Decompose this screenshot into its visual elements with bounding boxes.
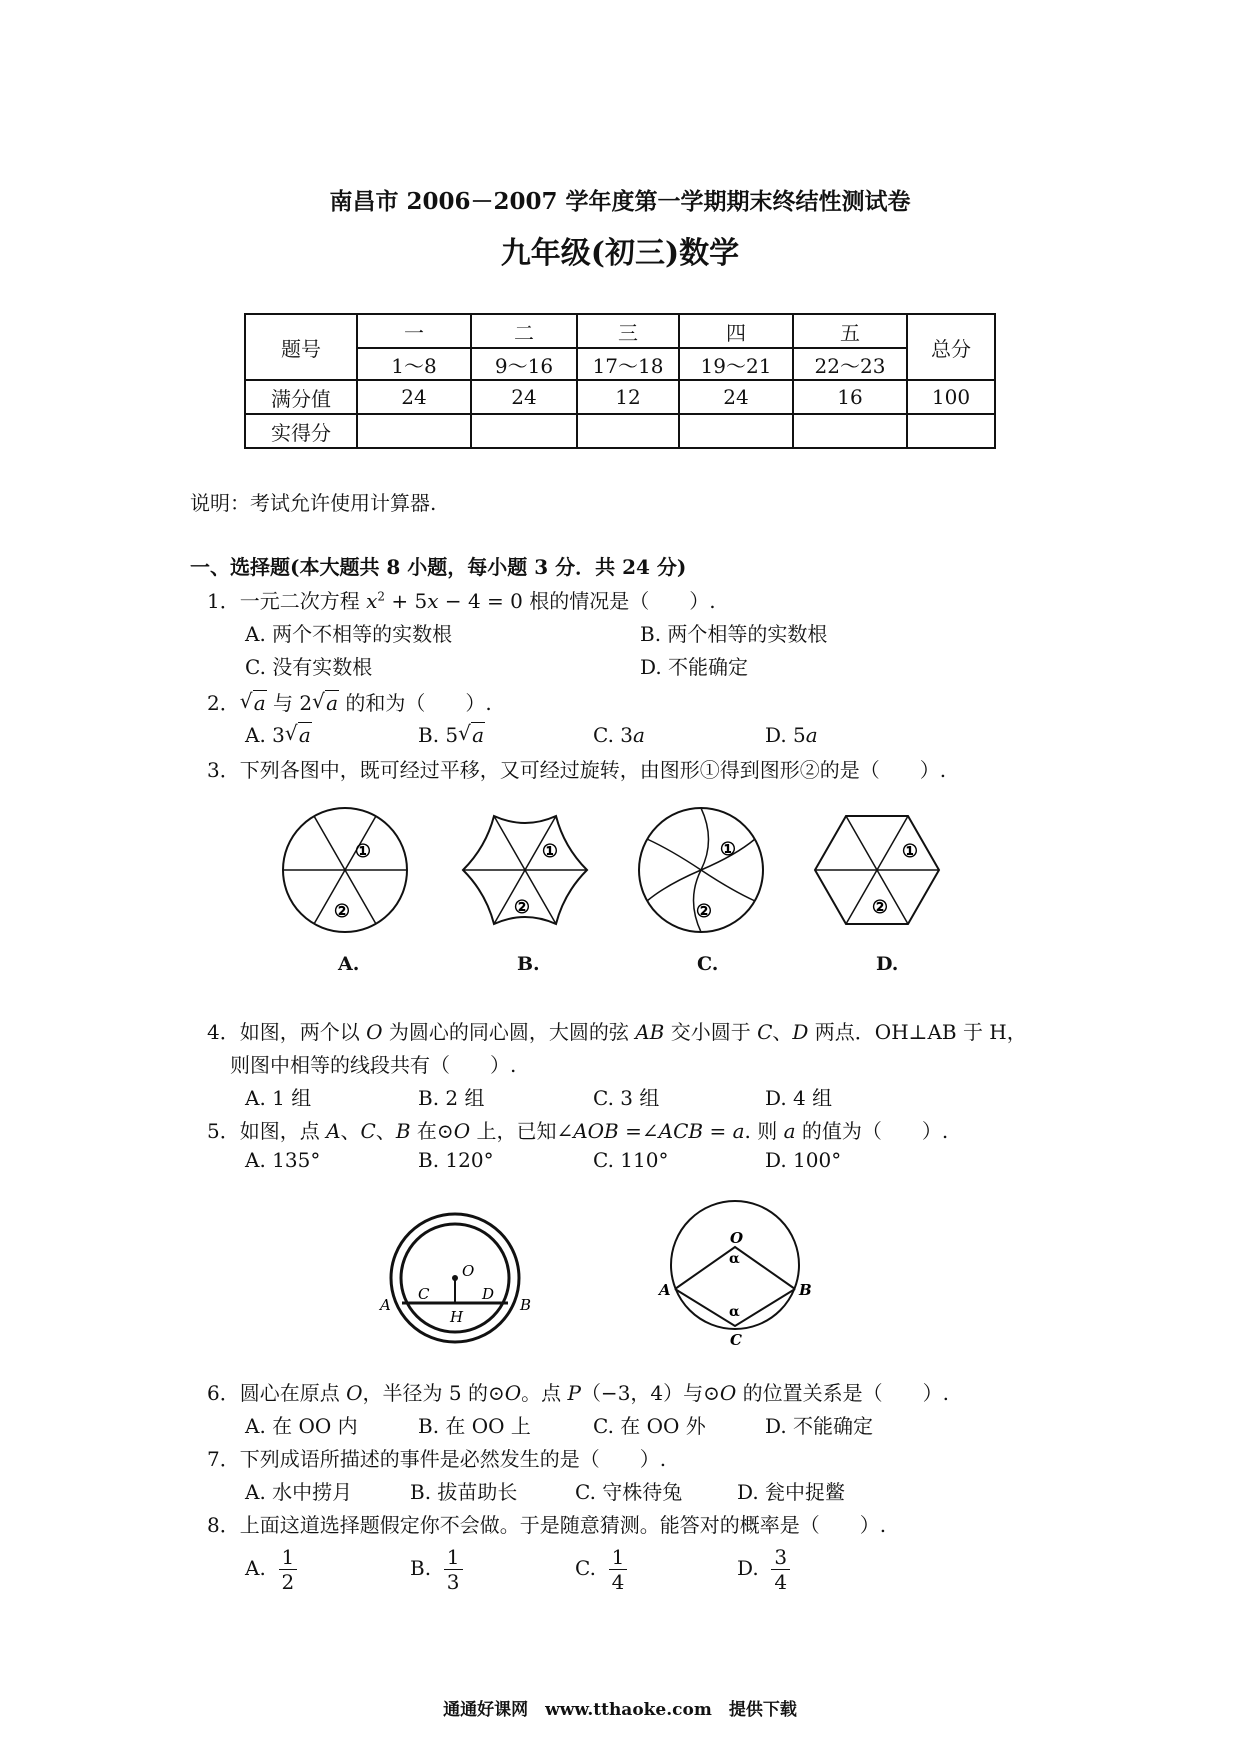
svg-text:H: H <box>450 1308 464 1326</box>
exam-subtitle: 九年级(初三)数学 <box>500 236 740 271</box>
option-a[interactable]: A. 3 √ a <box>245 721 311 747</box>
svg-text:α: α <box>729 1251 740 1267</box>
q5-figure <box>655 1185 815 1350</box>
table-row-label: 题号 <box>245 314 357 380</box>
figure-label-b: B. <box>517 953 540 975</box>
question-4: 4．如图，两个以 O 为圆心的同心圆，大圆的弦 AB 交小圆于 C、D 两点．OH⊥AB 于 H， <box>207 1020 1027 1044</box>
range-cell: 22～23 <box>793 348 907 380</box>
exam-note: 说明：考试允许使用计算器. <box>190 491 437 515</box>
section-header: 一 <box>357 314 471 348</box>
max-score-cell: 16 <box>793 380 907 414</box>
table-row-label: 实得分 <box>245 414 357 448</box>
svg-text:②: ② <box>695 901 713 922</box>
option-a[interactable]: A. 1 组 <box>245 1086 312 1110</box>
q3-figure-a[interactable] <box>280 805 410 935</box>
question-5: 5．如图，点 A、C、B 在⊙O 上，已知∠AOB =∠ACB = a. 则 a 的值为（ ）. <box>207 1119 949 1143</box>
option-b[interactable]: B. 拔苗助长 <box>410 1480 518 1504</box>
question-7: 7．下列成语所描述的事件是必然发生的是（ ）. <box>207 1447 667 1471</box>
svg-text:D: D <box>482 1285 495 1303</box>
option-d[interactable]: D. 不能确定 <box>640 655 749 679</box>
table-row-label: 满分值 <box>245 380 357 414</box>
option-b[interactable]: B. 2 组 <box>418 1086 485 1110</box>
max-score-cell: 12 <box>577 380 679 414</box>
figure-label-d: D. <box>876 953 899 975</box>
svg-text:②: ② <box>871 897 889 918</box>
figure-label-a: A. <box>338 953 360 975</box>
range-cell: 19～21 <box>679 348 793 380</box>
option-c[interactable]: C. 110° <box>593 1148 669 1172</box>
option-b[interactable]: B. $\frac{1}{3}$ <box>410 1545 463 1594</box>
option-c[interactable]: C. 在 OO 外 <box>593 1414 706 1438</box>
q4-figure <box>370 1210 540 1345</box>
total-header: 总分 <box>907 314 995 380</box>
section-header: 三 <box>577 314 679 348</box>
svg-text:②: ② <box>333 901 351 922</box>
option-c[interactable]: C. 守株待兔 <box>575 1480 683 1504</box>
exam-title: 南昌市 2006－2007 学年度第一学期期末终结性测试卷 <box>329 188 911 215</box>
score-input-cell[interactable] <box>793 414 907 448</box>
range-cell: 9～16 <box>471 348 577 380</box>
question-6: 6．圆心在原点 O，半径为 5 的⊙O。点 P（−3，4）与⊙O 的位置关系是（ ）. <box>207 1381 950 1405</box>
section-header: 五 <box>793 314 907 348</box>
option-d[interactable]: D. $\frac{3}{4}$ <box>737 1545 790 1594</box>
max-score-cell: 24 <box>679 380 793 414</box>
svg-text:O: O <box>462 1262 475 1280</box>
option-c[interactable]: C. 3a <box>593 723 645 747</box>
option-a[interactable]: A. 在 OO 内 <box>245 1414 358 1438</box>
option-a[interactable]: A. 两个不相等的实数根 <box>245 622 453 646</box>
score-input-cell[interactable] <box>907 414 995 448</box>
section-header: 二 <box>471 314 577 348</box>
option-c[interactable]: C. 3 组 <box>593 1086 660 1110</box>
svg-text:①: ① <box>901 841 919 862</box>
option-c[interactable]: C. 没有实数根 <box>245 655 373 679</box>
option-a[interactable]: A. $\frac{1}{2}$ <box>245 1545 297 1594</box>
question-3: 3．下列各图中，既可经过平移，又可经过旋转，由图形①得到图形②的是（ ）. <box>207 758 947 782</box>
option-d[interactable]: D. 不能确定 <box>765 1414 874 1438</box>
svg-text:①: ① <box>719 839 737 860</box>
score-input-cell[interactable] <box>577 414 679 448</box>
option-d[interactable]: D. 4 组 <box>765 1086 833 1110</box>
q3-figure-b[interactable] <box>460 805 590 935</box>
section-heading: 一、选择题(本大题共 8 小题，每小题 3 分．共 24 分) <box>190 555 687 579</box>
svg-text:B: B <box>520 1296 532 1314</box>
svg-text:C: C <box>730 1331 742 1349</box>
option-b[interactable]: B. 两个相等的实数根 <box>640 622 828 646</box>
footer-credit: 通通好课网 www.tthaoke.com 提供下载 <box>443 1700 797 1720</box>
q3-figure-c[interactable] <box>636 805 766 935</box>
svg-text:A: A <box>380 1296 391 1314</box>
range-cell: 1～8 <box>357 348 471 380</box>
option-b[interactable]: B. 120° <box>418 1148 494 1172</box>
question-4-line2: 则图中相等的线段共有（ ）. <box>230 1053 517 1077</box>
q3-figure-d[interactable] <box>812 805 942 935</box>
score-input-cell[interactable] <box>471 414 577 448</box>
option-d[interactable]: D. 瓮中捉鳖 <box>737 1480 846 1504</box>
svg-text:O: O <box>730 1229 744 1247</box>
svg-text:α: α <box>729 1304 740 1320</box>
svg-text:A: A <box>659 1281 671 1299</box>
svg-text:①: ① <box>354 841 372 862</box>
svg-text:①: ① <box>541 841 559 862</box>
max-score-cell: 24 <box>357 380 471 414</box>
option-a[interactable]: A. 水中捞月 <box>245 1480 353 1504</box>
option-d[interactable]: D. 100° <box>765 1148 842 1172</box>
score-input-cell[interactable] <box>357 414 471 448</box>
section-header: 四 <box>679 314 793 348</box>
score-table <box>244 313 996 449</box>
svg-text:B: B <box>799 1281 812 1299</box>
question-2: 2． √ a 与 2 √ a 的和为（ ）. <box>207 689 492 715</box>
option-d[interactable]: D. 5a <box>765 723 818 747</box>
option-b[interactable]: B. 5 √ a <box>418 721 485 747</box>
max-score-cell: 24 <box>471 380 577 414</box>
figure-label-c: C. <box>697 953 719 975</box>
range-cell: 17～18 <box>577 348 679 380</box>
svg-text:②: ② <box>513 897 531 918</box>
score-input-cell[interactable] <box>679 414 793 448</box>
option-a[interactable]: A. 135° <box>245 1148 321 1172</box>
max-score-cell: 100 <box>907 380 995 414</box>
option-b[interactable]: B. 在 OO 上 <box>418 1414 531 1438</box>
question-1: 1．一元二次方程 $x^2 + 5x - 4 = 0$ 根的情况是（ ）. <box>207 589 716 613</box>
option-c[interactable]: C. $\frac{1}{4}$ <box>575 1545 627 1594</box>
question-8: 8．上面这道选择题假定你不会做。于是随意猜测。能答对的概率是（ ）. <box>207 1513 887 1537</box>
svg-text:C: C <box>418 1285 430 1303</box>
